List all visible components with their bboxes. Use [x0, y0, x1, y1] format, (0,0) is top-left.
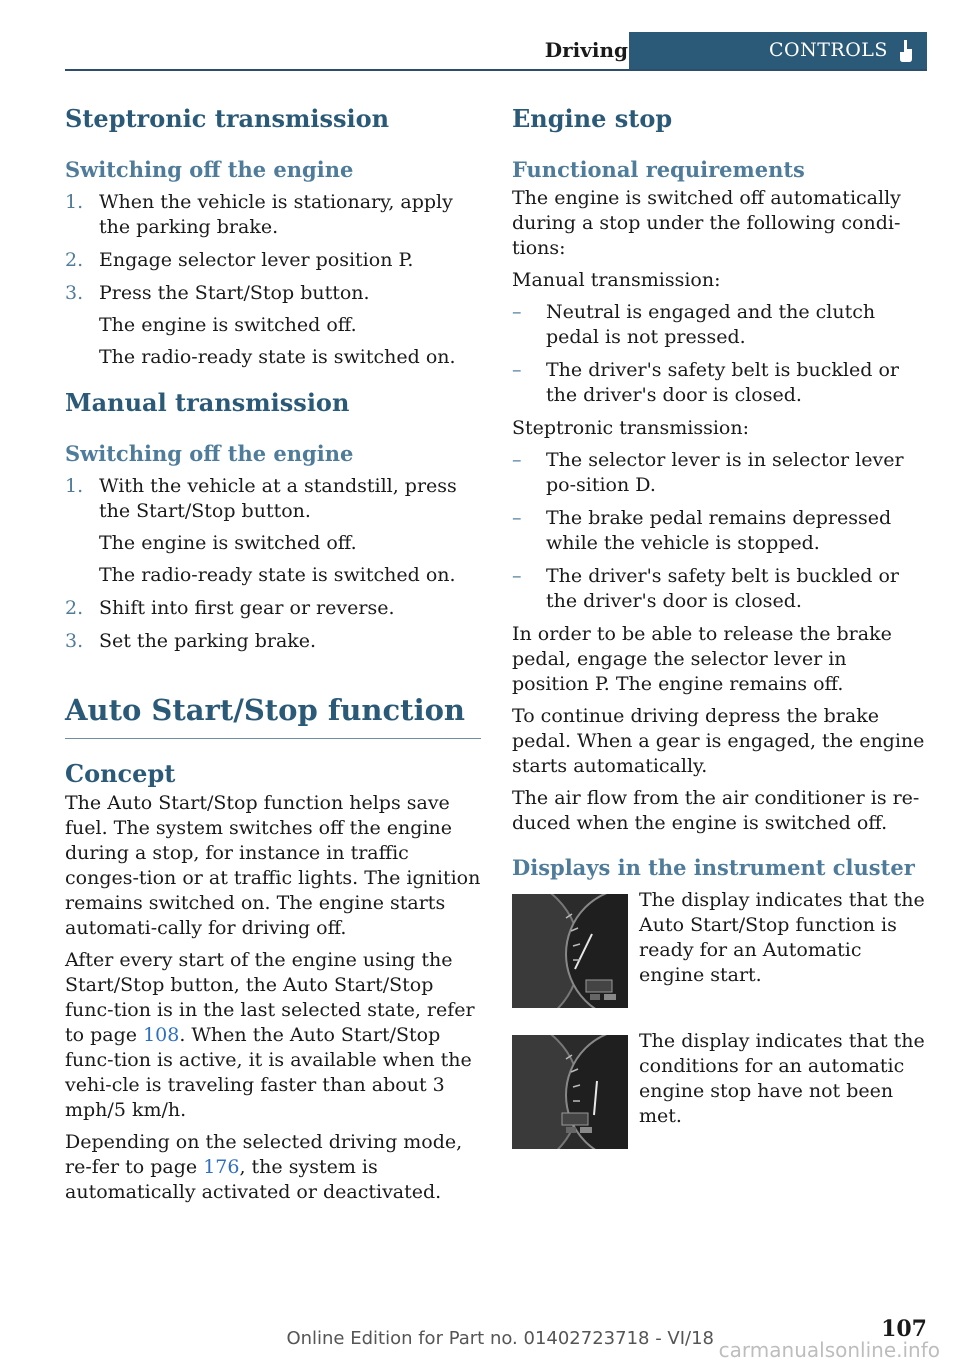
list-item	[512, 300, 928, 350]
list-item	[512, 506, 928, 556]
edition-text: Online Edition for Part no. 01402723718 - VI/18	[286, 1328, 714, 1349]
steptronic-conditions	[512, 448, 928, 614]
instrument-cluster-ready-image	[512, 894, 628, 1008]
displays-title: Displays in the instrument cluster	[512, 855, 915, 880]
list-item	[512, 564, 928, 614]
concept-paragraph: The Auto Start/Stop function helps save fuel. The system switches off the engine during a stop, for instance in traffic conges-tion or at traffic lights. The ignition remains switched on. The engine starts automati-cally for driving off.	[65, 792, 481, 939]
page-header	[65, 32, 927, 71]
manual-subtitle: Switching off the engine	[65, 441, 354, 466]
page-footer	[0, 1316, 960, 1362]
paragraph-text: , the system is automatically activated or deactivated.	[65, 1156, 442, 1203]
steptronic-subtitle: Switching off the engine	[65, 157, 354, 182]
list-text: The driver's safety belt is buckled or the driver's door is closed.	[546, 359, 899, 406]
list-subtext: The radio-ready state is switched on.	[99, 564, 456, 586]
right-column	[512, 104, 928, 1170]
display-ready-text: The display indicates that the Auto Start/Stop function is ready for an Automatic engine start.	[639, 889, 925, 986]
list-text: Shift into first gear or reverse.	[99, 597, 395, 619]
display-ready	[512, 888, 928, 1004]
auto-start-stop-heading: Auto Start/Stop function	[65, 692, 481, 739]
list-item	[65, 629, 481, 654]
header-chapter-tab	[629, 32, 927, 71]
hand-pointer-icon	[897, 39, 915, 63]
page-number: 107	[881, 1316, 927, 1342]
engine-stop-title: Engine stop	[512, 104, 673, 133]
list-text: When the vehicle is stationary, apply the parking brake.	[99, 191, 453, 238]
list-text: With the vehicle at a standstill, press the Start/Stop button.	[99, 475, 457, 522]
list-text: Set the parking brake.	[99, 630, 317, 652]
list-subtext: The radio-ready state is switched on.	[99, 346, 456, 368]
page-link-108[interactable]: 108	[143, 1024, 180, 1046]
dash-bullet: –	[512, 449, 522, 471]
manual-conditions	[512, 300, 928, 408]
header-rule	[65, 69, 927, 71]
instrument-cluster-not-met-image	[512, 1035, 628, 1149]
manual-title: Manual transmission	[65, 388, 350, 417]
list-text: The selector lever is in selector lever po-sition D.	[546, 449, 904, 496]
concept-paragraph-2	[65, 948, 481, 1123]
dash-bullet: –	[512, 507, 522, 529]
list-item	[512, 448, 928, 498]
functional-requirements-title: Functional requirements	[512, 157, 805, 182]
steptronic-transmission-label: Steptronic transmission:	[512, 417, 749, 439]
requirements-intro: The engine is switched off automatically during a stop under the following condi-tions:	[512, 187, 901, 259]
display-not-met-text: The display indicates that the conditions for an automatic engine stop have not been met.	[639, 1030, 925, 1127]
list-subtext: The engine is switched off.	[99, 314, 357, 336]
steptronic-title: Steptronic transmission	[65, 104, 390, 133]
watermark-text: carmanualsonline.info	[718, 1338, 940, 1362]
dash-bullet: –	[512, 565, 522, 587]
list-number: 1.	[65, 191, 84, 213]
list-item	[65, 596, 481, 621]
list-text: Neutral is engaged and the clutch pedal is not pressed.	[546, 301, 876, 348]
release-paragraph: In order to be able to release the brake pedal, engage the selector lever in position P. The engine remains off.	[512, 623, 892, 695]
manual-transmission-label: Manual transmission:	[512, 269, 721, 291]
concept-paragraph-3	[65, 1130, 481, 1205]
paragraph-text: After every start of the engine using the Start/Stop button, the Auto Start/Stop func-tion is in the last selected state, refer to page	[65, 949, 475, 1046]
air-flow-paragraph: The air flow from the air conditioner is re-duced when the engine is switched off.	[512, 787, 920, 834]
list-number: 3.	[65, 282, 84, 304]
list-text: Engage selector lever position P.	[99, 249, 414, 271]
list-text: Press the Start/Stop button.	[99, 282, 370, 304]
manual-steps	[65, 474, 481, 654]
list-number: 2.	[65, 249, 84, 271]
display-not-met	[512, 1029, 928, 1145]
list-text: The brake pedal remains depressed while the vehicle is stopped.	[546, 507, 892, 554]
concept-title: Concept	[65, 759, 176, 788]
paragraph-text: . When the Auto Start/Stop func-tion is active, it is available when the vehi-cle is traveling faster than about 3 mph/5 km/h.	[65, 1024, 472, 1121]
page-link-176[interactable]: 176	[203, 1156, 240, 1178]
list-number: 1.	[65, 475, 84, 497]
list-item	[65, 248, 481, 273]
header-chapter-label: CONTROLS	[769, 39, 888, 61]
continue-paragraph: To continue driving depress the brake pedal. When a gear is engaged, the engine starts automatically.	[512, 705, 925, 777]
list-item	[65, 190, 481, 240]
list-item	[512, 358, 928, 408]
list-text: The driver's safety belt is buckled or the driver's door is closed.	[546, 565, 899, 612]
dash-bullet: –	[512, 359, 522, 381]
left-column	[65, 104, 481, 1212]
header-section-label: Driving	[544, 38, 628, 62]
list-number: 3.	[65, 630, 84, 652]
list-item	[65, 474, 481, 588]
steptronic-steps	[65, 190, 481, 370]
list-item	[65, 281, 481, 370]
list-subtext: The engine is switched off.	[99, 532, 357, 554]
dash-bullet: –	[512, 301, 522, 323]
list-number: 2.	[65, 597, 84, 619]
paragraph-text: Depending on the selected driving mode, re-fer to page	[65, 1131, 463, 1178]
